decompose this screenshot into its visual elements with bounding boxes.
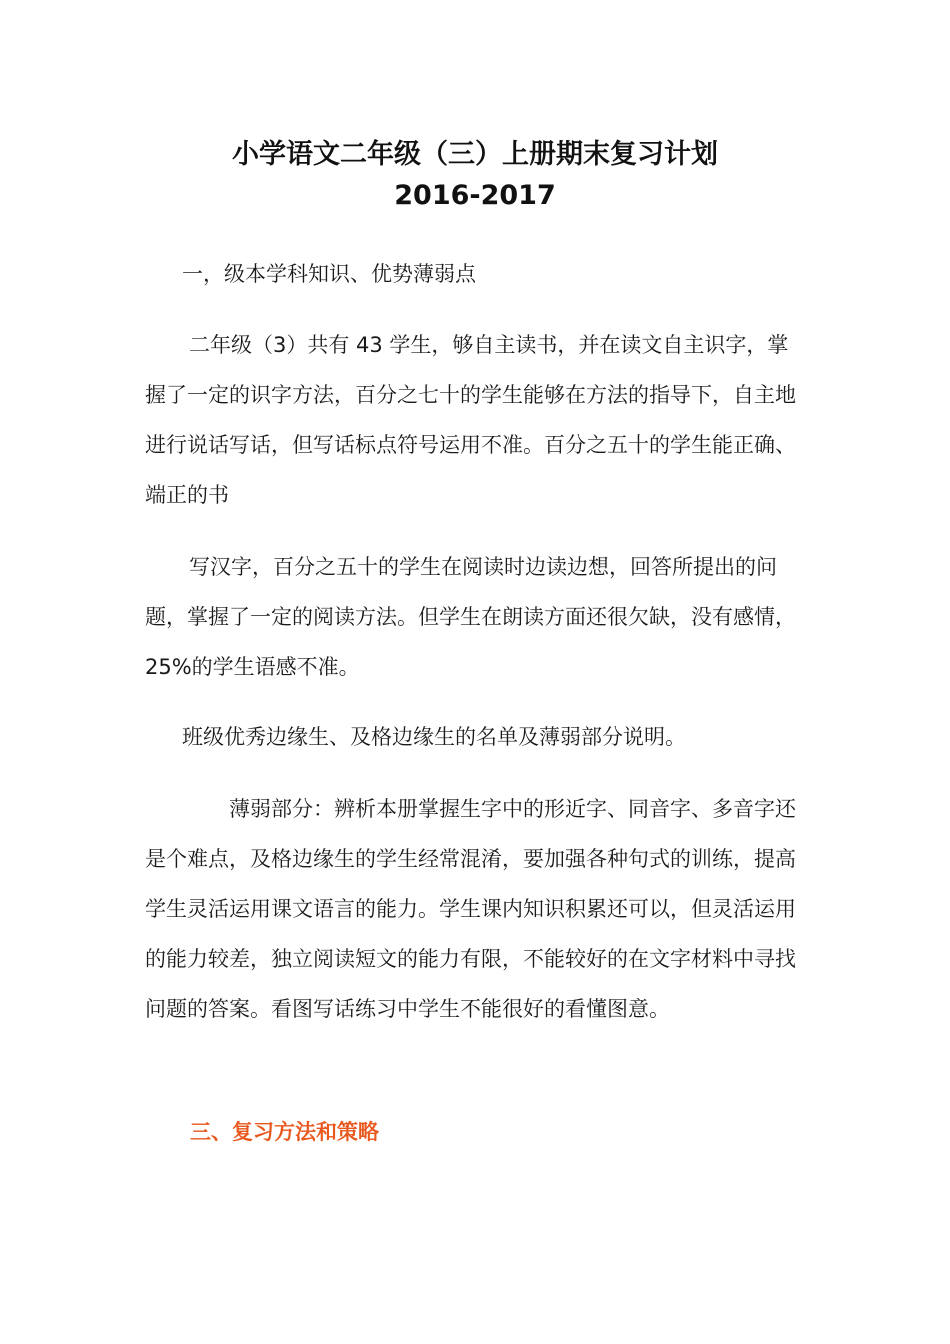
paragraph-1: 二年级（3）共有 43 学生，够自主读书，并在读文自主识字，掌握了一定的识字方法，百分之七十的学生能够在方法的指导下，自主地进行说话写话，但写话标点符号运用不准。百分之五十的学生能正确、端正的书 xyxy=(145,333,796,507)
paragraph-4: 薄弱部分：辨析本册掌握生字中的形近字、同音字、多音字还是个难点，及格边缘生的学生经常混淆，要加强各种句式的训练，提高学生灵活运用课文语言的能力。学生课内知识积累还可以，但灵活运用的能力较差，独立阅读短文的能力有限，不能较好的在文字材料中寻找问题的答案。看图写话练习中学生不能很好的看懂图意。 xyxy=(145,797,796,1021)
paragraph-2: 写汉字，百分之五十的学生在阅读时边读边想，回答所提出的问题，掌握了一定的阅读方法。但学生在朗读方面还很欠缺，没有感情，25%的学生语感不准。 xyxy=(145,555,796,679)
document-title-year: 2016-2017 xyxy=(394,180,556,211)
paragraph-3: 班级优秀边缘生、及格边缘生的名单及薄弱部分说明。 xyxy=(182,725,686,749)
section-heading-1: 一，级本学科知识、优势薄弱点 xyxy=(182,262,476,286)
document-title: 小学语文二年级（三）上册期末复习计划 xyxy=(232,139,718,170)
section-heading-3: 三、复习方法和策略 xyxy=(190,1120,379,1144)
